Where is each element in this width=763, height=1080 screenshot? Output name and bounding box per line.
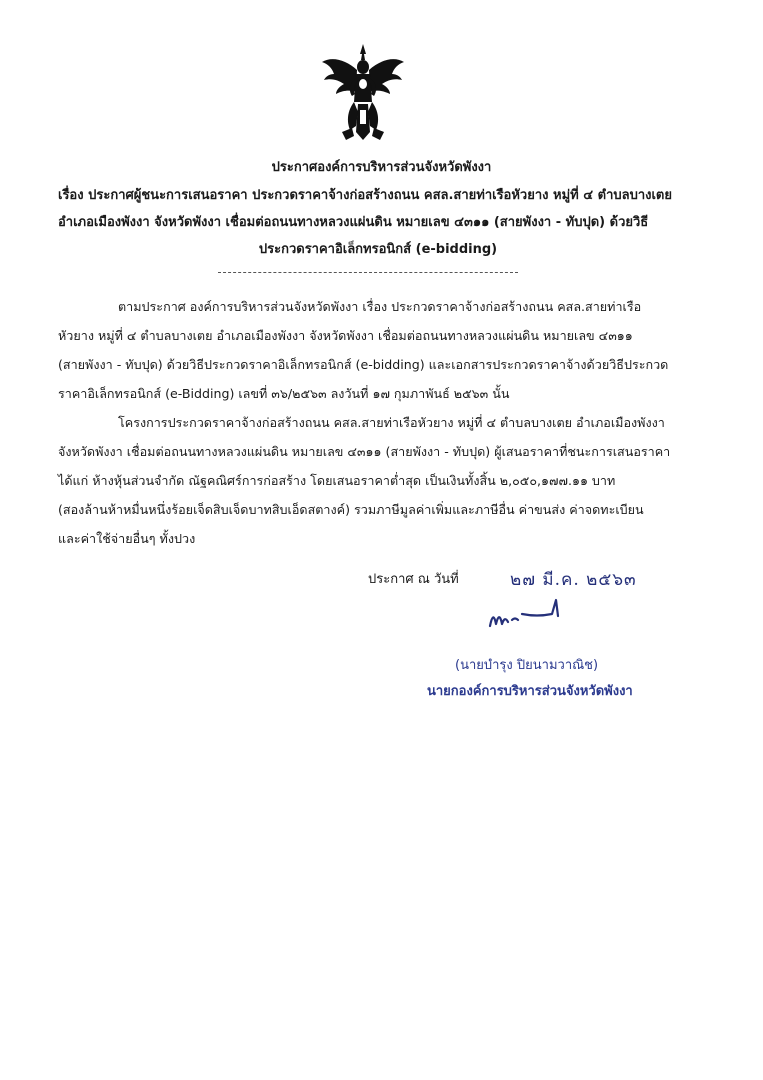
signer-name: (นายบำรุง ปิยนามวาณิช) [455, 658, 599, 673]
paragraph-line: หัวยาง หมู่ที่ ๔ ตำบลบางเตย อำเภอเมืองพังงา จังหวัดพังงา เชื่อมต่อถนนทางหลวงแผ่นดิน หมายเลข ๔๓๑๑ [58, 328, 633, 343]
handwritten-signature [486, 596, 566, 632]
paragraph-line: โครงการประกวดราคาจ้างก่อสร้างถนน คสล.สายท่าเรือหัวยาง หมู่ที่ ๔ ตำบลบางเตย อำเภอเมืองพังงา [118, 415, 665, 430]
paragraph-line: ได้แก่ ห้างหุ้นส่วนจำกัด ณัฐคณิศร์การก่อสร้าง โดยเสนอราคาต่ำสุด เป็นเงินทั้งสิ้น ๒,๐๕๐,๑๗๗.๑๑ บาท [58, 473, 616, 488]
signer-title: นายกองค์การบริหารส่วนจังหวัดพังงา [427, 684, 633, 699]
paragraph-line: (สายพังงา - ทับปุด) ด้วยวิธีประกวดราคาอิเล็กทรอนิกส์ (e-bidding) และเอกสารประกวดราคาจ้างด้วยวิธีประกวด [58, 357, 669, 372]
paragraph-reference [58, 292, 718, 408]
announcement-label: ประกาศ ณ วันที่ [368, 572, 459, 587]
document-title: ประกาศองค์การบริหารส่วนจังหวัดพังงา [271, 160, 492, 175]
paragraph-line: ตามประกาศ องค์การบริหารส่วนจังหวัดพังงา เรื่อง ประกวดราคาจ้างก่อสร้างถนน คสล.สายท่าเรือ [118, 299, 642, 314]
subject-line: เรื่อง ประกาศผู้ชนะการเสนอราคา ประกวดราคาจ้างก่อสร้างถนน คสล.สายท่าเรือหัวยาง หมู่ที่ ๔ ตำบลบางเตย [58, 188, 672, 203]
announcement-date: ๒๗ มี.ค. ๒๕๖๓ [510, 570, 637, 590]
subject-line: อำเภอเมืองพังงา จังหวัดพังงา เชื่อมต่อถนนทางหลวงแผ่นดิน หมายเลข ๔๓๑๑ (สายพังงา - ทับปุด) ด้วยวิธี [58, 215, 649, 230]
subject-block [58, 182, 698, 263]
paragraph-line: และค่าใช้จ่ายอื่นๆ ทั้งปวง [58, 531, 196, 546]
paragraph-line: จังหวัดพังงา เชื่อมต่อถนนทางหลวงแผ่นดิน หมายเลข ๔๓๑๑ (สายพังงา - ทับปุด) ผู้เสนอราคาที่ชนะการเสนอราคา [58, 444, 671, 459]
garuda-emblem-icon [318, 40, 408, 148]
divider [218, 272, 518, 273]
paragraph-winner [58, 408, 718, 553]
paragraph-line: ราคาอิเล็กทรอนิกส์ (e-Bidding) เลขที่ ๓๖/๒๕๖๓ ลงวันที่ ๑๗ กุมภาพันธ์ ๒๕๖๓ นั้น [58, 386, 510, 401]
paragraph-line: (สองล้านห้าหมื่นหนึ่งร้อยเจ็ดสิบเจ็ดบาทสิบเอ็ดสตางค์) รวมภาษีมูลค่าเพิ่มและภาษีอื่น ค่าขนส่ง ค่าจดทะเบียน [58, 502, 644, 517]
subject-line: ประกวดราคาอิเล็กทรอนิกส์ (e-bidding) [258, 242, 498, 257]
